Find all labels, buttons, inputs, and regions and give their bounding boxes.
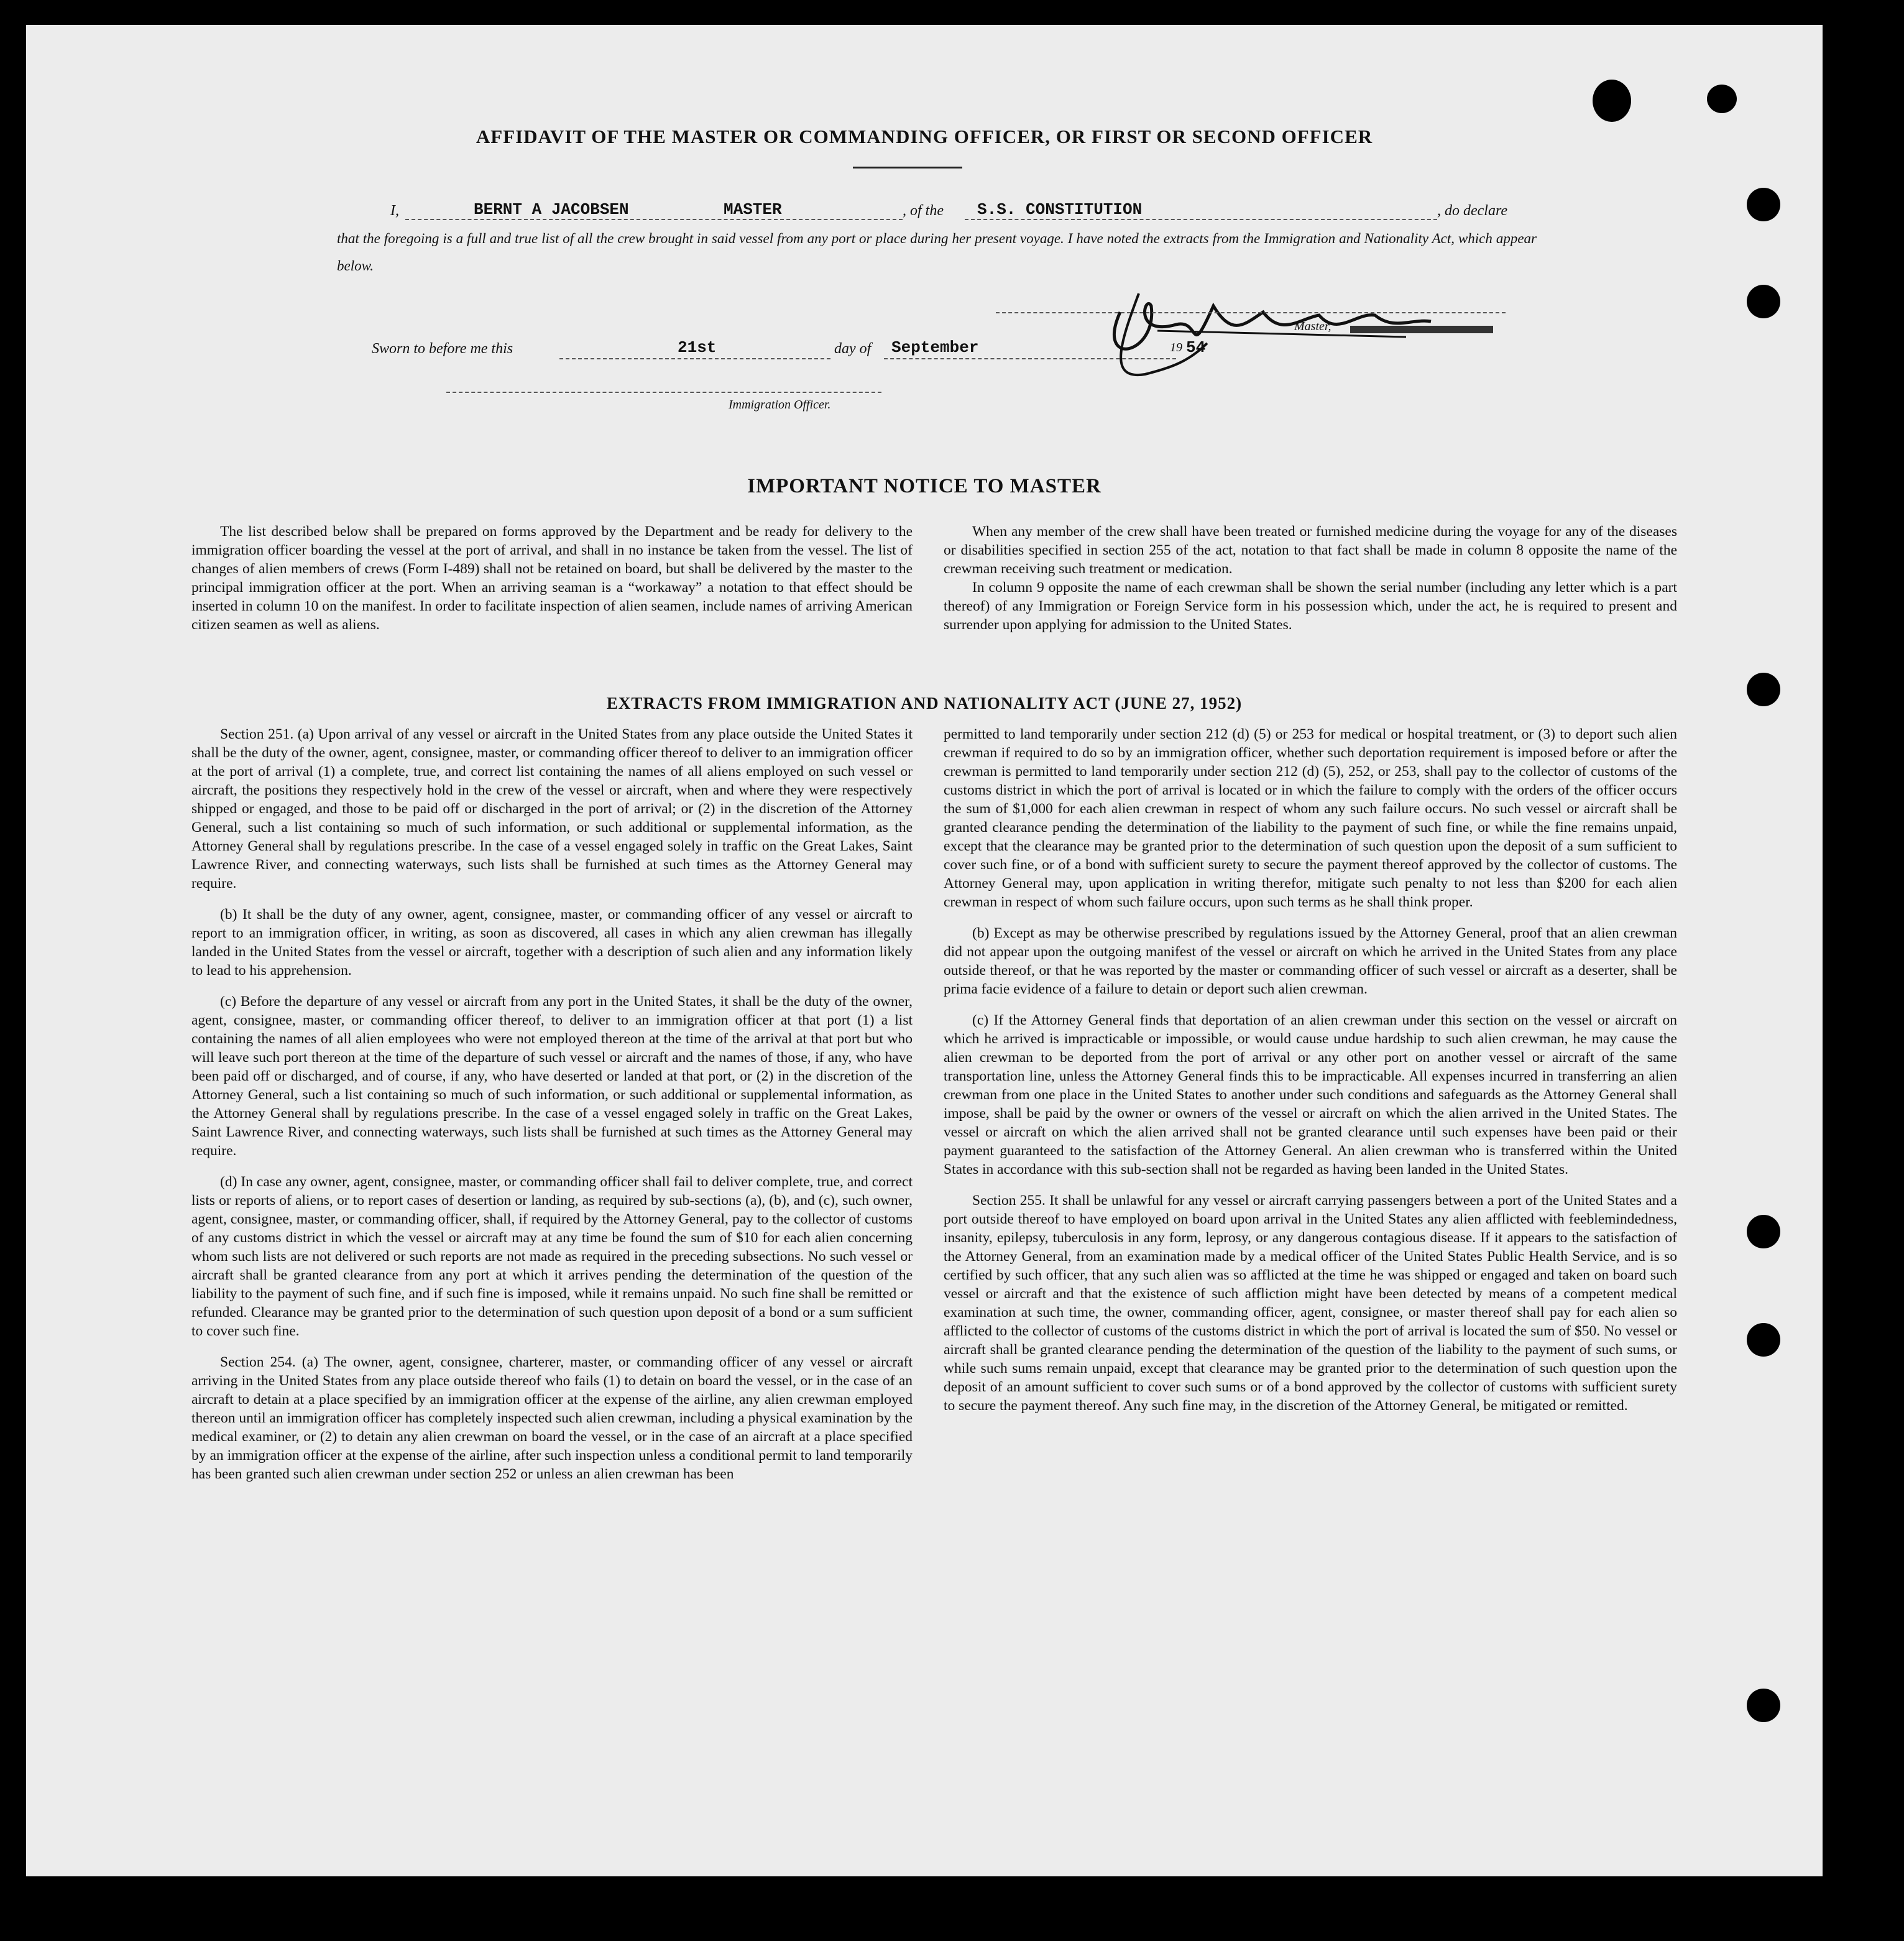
- year-prefix: 19: [1170, 341, 1182, 354]
- name-line: [405, 219, 903, 220]
- sworn-label: Sworn to before me this: [372, 341, 513, 357]
- master-name: BERNT A JACOBSEN: [474, 200, 629, 219]
- notice-right-paragraph-1: When any member of the crew shall have been treated or furnished medicine during the voyage for any of the diseases or disabilities specified in section 255 of the act, notation to that fact shall be made in column 8 opposite the name of the crewman receiving such treatment or medication.: [944, 523, 1677, 577]
- notice-left-paragraph: The list described below shall be prepared on forms approved by the Department and be ready for delivery to the immigration officer boarding the vessel at the port of arrival, and shall in no instance be taken from the vessel. The list of changes of alien members of crews (Form I-489) shall not be retained on board, but shall be delivered by the master to the principal immigration officer at the port. When an arriving seaman is a “workaway” a notation to that effect should be inserted in column 10 on the manifest. In order to facilitate inspection of alien seamen, include names of arriving American citizen seamen as well as aliens.: [191, 523, 913, 633]
- day-of-label: day of: [834, 341, 872, 357]
- day-line: [559, 358, 830, 359]
- of-the-label: , of the: [903, 203, 944, 219]
- punch-hole: [1747, 285, 1780, 318]
- notice-title: IMPORTANT NOTICE TO MASTER: [747, 475, 1101, 497]
- extracts-left-column: [191, 725, 913, 1496]
- sworn-day: 21st: [678, 338, 717, 357]
- document-page: [26, 25, 1823, 1876]
- extracts-title: EXTRACTS FROM IMMIGRATION AND NATIONALITY ACT (JUNE 27, 1952): [606, 694, 1243, 712]
- vessel-name: S.S. CONSTITUTION: [977, 200, 1143, 219]
- sworn-year: 54: [1186, 338, 1206, 357]
- extract-paragraph: permitted to land temporarily under section 212 (d) (5) or 253 for medical or hospital treatment, or (3) to deport such alien crewman if required to do so by an immigration officer, whether such deportation requirement is imposed before or after the crewman is permitted to land temporarily under section 212 (d) (5), 252, or 253, shall pay to the collector of customs of the customs district in which the port of arrival is located or in which the failure to comply with the orders of the officer occurs the sum of $1,000 for each alien crewman in respect of whom any such failure occurs. No such vessel or aircraft shall be granted clearance pending the determination of the liability to the payment of such fine, or while the fine remains unpaid, except that the clearance may be granted prior to the determination of such question upon the deposit of a sum sufficient to cover such fine, or of a bond with sufficient surety to secure the payment thereof approved by the collector of customs. The Attorney General may, upon application in writing therefor, mitigate such penalty to not less than $200 for each alien crewman in respect of whom such failure occurs, upon such terms as he shall think proper.: [944, 726, 1677, 910]
- punch-hole: [1747, 1323, 1780, 1357]
- month-line: [884, 358, 1176, 359]
- title-rule: [853, 167, 962, 168]
- punch-hole: [1747, 188, 1780, 221]
- notice-left-column: [191, 522, 913, 647]
- extracts-right-column: [944, 725, 1677, 1427]
- sworn-month: September: [891, 338, 979, 357]
- master-label: Master,: [1294, 320, 1331, 333]
- extract-paragraph: Section 255. It shall be unlawful for any vessel or aircraft carrying passengers between a port of the United States and a port outside thereof to have employed on board upon arrival in the United States any alien afflicted with feeblemindedness, insanity, epilepsy, tuberculosis in any form, leprosy, or any dangerous contagious disease. If it appears to the satisfaction of the Attorney General, from an examination made by a medical officer of the United States Public Health Service, and is so certified by such officer, that any such alien was so afflicted at the time he was shipped or engaged and taken on board such vessel or aircraft and that the existence of such affliction might have been detected by means of a competent medical examination at such time, the owner, commanding officer, agent, consignee, or master thereof shall pay for each alien so afflicted to the collector of customs of the customs district in which the port of arrival is located the sum of $50. No vessel or aircraft shall be granted clearance pending the determination of the question of the liability to the payment of such sums, or while such sums remain unpaid, except that clearance may be granted prior to the determination of such question upon the deposit of an amount sufficient to cover such sums or of a bond approved by the collector of customs with sufficient surety to secure the payment thereof. Any such fine may, in the discretion of the Attorney General, be mitigated or remitted.: [944, 1192, 1677, 1414]
- officer-label: Immigration Officer.: [729, 398, 831, 412]
- intro-i: I,: [390, 203, 399, 219]
- struck-out-text: [1350, 326, 1493, 333]
- extract-paragraph: (b) Except as may be otherwise prescribed by regulations issued by the Attorney General, proof that an alien crewman did not appear upon the outgoing manifest of the vessel or aircraft on which he arrived in the United States from any place outside thereof, or that he was reported by the master or commanding officer of such vessel or aircraft as a deserter, shall be prima facie evidence of a failure to detain or deport such alien crewman.: [944, 925, 1677, 997]
- punch-hole: [1747, 1689, 1780, 1722]
- punch-hole: [1747, 673, 1780, 706]
- extract-paragraph: (c) If the Attorney General finds that deportation of an alien crewman under this section on the vessel or aircraft on which he arrived is impracticable or impossible, or would cause undue hardship to such alien crewman, he may cause the alien crewman to be deported from the port of arrival or any other port on another vessel or aircraft of the same transportation line, unless the Attorney General finds this to be impracticable. All expenses incurred in transferring an alien crewman from one place in the United States to another under such conditions and safeguards as the Attorney General shall impose, shall be paid by the owner or owners of the vessel or aircraft on which the alien arrived in the United States. The vessel or aircraft on which the alien arrived shall not be granted clearance until such expenses have been paid or their payment guaranteed to the satisfaction of the Attorney General. An alien crewman who is transferred within the United States in accordance with this sub-section shall not be regarded as having been landed in the United States.: [944, 1012, 1677, 1178]
- notice-right-paragraph-2: In column 9 opposite the name of each crewman shall be shown the serial number (including any letter which is a part thereof) of any Immigration or Foreign Service form in his possession which, under the act, he is required to present and surrender upon applying for admission to the United States.: [944, 579, 1677, 633]
- signature-line: [996, 312, 1506, 313]
- master-rank: MASTER: [724, 200, 782, 219]
- affidavit-title: AFFIDAVIT OF THE MASTER OR COMMANDING OFFICER, OR FIRST OR SECOND OFFICER: [476, 126, 1373, 147]
- punch-hole: [1747, 1215, 1780, 1248]
- officer-line: [446, 392, 881, 393]
- extract-paragraph: Section 251. (a) Upon arrival of any vessel or aircraft in the United States from any place outside the United States it shall be the duty of the owner, agent, consignee, master, or commanding officer thereof to deliver to an immigration officer at the port of arrival (1) a complete, true, and correct list containing the names of all aliens employed on such vessel or aircraft, the positions they respectively hold in the crew of the vessel or aircraft, when and where they were respectively shipped or engaged, and those to be paid off or discharged in the port of arrival; or (2) in the discretion of the Attorney General, such a list containing so much of such information, or such additional or supplemental information, as the Attorney General shall by regulations prescribe. In the case of a vessel engaged solely in traffic on the Great Lakes, Saint Lawrence River, and connecting waterways, such lists shall be furnished at such times as the Attorney General may require.: [191, 726, 913, 892]
- extract-paragraph: Section 254. (a) The owner, agent, consignee, charterer, master, or commanding officer of any vessel or aircraft arriving in the United States from any place outside thereof who fails (1) to detain on board the vessel, or in the case of an aircraft to detain at a place specified by an immigration officer at the expense of the airline, any alien crewman employed thereon until an immigration officer has completely inspected such alien crewman, including a physical examination by the medical examiner, or (2) to detain any alien crewman on board the vessel, or in the case of an aircraft at a place specified by an immigration officer at the expense of the airline, after such inspection unless a conditional permit to land temporarily has been granted such alien crewman under section 252 or unless an alien crewman has been: [191, 1354, 913, 1482]
- declaration-text: that the foregoing is a full and true list of all the crew brought in said vessel from any port or place during her present voyage. I have noted the extracts from the Immigration and Nationality Act, which appear below.: [337, 231, 1537, 274]
- notice-right-column: [944, 522, 1677, 647]
- extract-paragraph: (b) It shall be the duty of any owner, agent, consignee, master, or commanding officer of any vessel or aircraft to report to an immigration officer, in writing, as soon as discovered, all cases in which any alien crewman has illegally landed in the United States from the vessel or aircraft, together with a description of such alien and any information likely to lead to his apprehension.: [191, 906, 913, 979]
- ink-blot: [1707, 85, 1737, 113]
- do-declare-label: , do declare: [1437, 203, 1508, 219]
- extract-paragraph: (c) Before the departure of any vessel or aircraft from any port in the United States, it shall be the duty of the owner, agent, consignee, master, or commanding officer thereof, to deliver to an immigration officer at that port (1) a list containing the names of all alien employees who were not employed thereon at the time of the arrival at that port but who will leave such port thereon at the time of the departure of such vessel or aircraft and the names of those, if any, who have been paid off or discharged, and of course, if any, who have deserted or landed at that port, or (2) in the discretion of the Attorney General, such a list containing so much of such information, or such additional or supplemental information, as the Attorney General shall by regulations prescribe. In the case of a vessel engaged solely in traffic on the Great Lakes, Saint Lawrence River, and connecting waterways, such lists shall be furnished at such times as the Attorney General may require.: [191, 994, 913, 1159]
- ink-blot: [1593, 80, 1631, 122]
- vessel-line: [965, 219, 1437, 220]
- extract-paragraph: (d) In case any owner, agent, consignee, master, or commanding officer shall fail to deliver complete, true, and correct lists or reports of aliens, or to report cases of desertion or landing, as required by sub-sections (a), (b), and (c), such owner, agent, consignee, master, or commanding officer, shall, if required by the Attorney General, pay to the collector of customs of any customs district in which the vessel or aircraft may at any time be found the sum of $10 for each alien concerning whom such lists are not delivered or such reports are not made as required in the preceding subsections. No such vessel or aircraft shall be granted clearance from any port at which it arrives pending the determination of the question of the liability to the payment of such fine, and if such fine is imposed, while it remains unpaid. No such fine shall be remitted or refunded. Clearance may be granted prior to the determination of such question upon deposit of a bond or a sum sufficient to cover such fine.: [191, 1174, 913, 1339]
